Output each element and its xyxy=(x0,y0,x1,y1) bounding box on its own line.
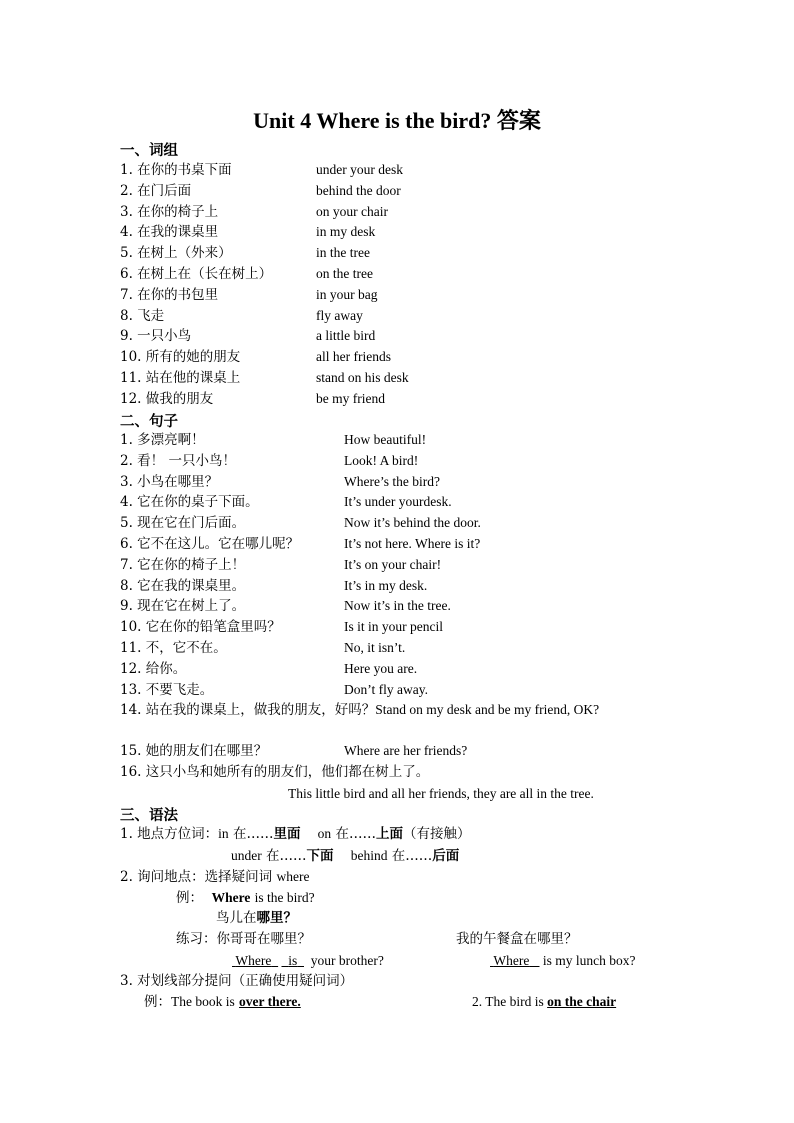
sentence-cn: 9. 现在它在树上了。 xyxy=(120,598,246,615)
section-heading-sentences: 二、句子 xyxy=(120,413,178,430)
sentence-row xyxy=(120,451,419,471)
sentence-cn: 3. 小鸟在哪里？ xyxy=(120,473,219,490)
grammar-point-1 xyxy=(120,824,470,844)
sentence-row xyxy=(120,680,428,700)
sentence-cn: 11. 不，它不在。 xyxy=(120,640,227,656)
answer-1-rest: your brother? xyxy=(310,953,384,968)
answer-1-where: Where xyxy=(235,953,272,968)
word-behind-cn: 在…… xyxy=(391,848,433,864)
phrase-row xyxy=(120,326,376,346)
sentence-cn: 7. 它在你的椅子上！ xyxy=(120,556,246,573)
grammar-3-item-2-text: 2. The bird is xyxy=(472,994,544,1009)
sentence-row xyxy=(120,472,440,492)
grammar-1-label: 1. 地点方位词： xyxy=(120,826,219,842)
word-under-cn-bold: 下面 xyxy=(306,848,334,864)
example-sentence xyxy=(176,888,315,908)
grammar-3-item-2-underlined: on the chair xyxy=(547,994,617,1009)
phrase-en: behind the door xyxy=(316,182,401,198)
page-title: Unit 4 Where is the bird? 答案 xyxy=(253,108,541,133)
sentence-en: How beautiful! xyxy=(344,432,427,447)
phrase-row xyxy=(120,285,378,305)
grammar-3-item-2 xyxy=(472,992,616,1012)
answer-2-where: Where xyxy=(493,953,530,968)
practice-2-question: 我的午餐盒在哪里？ xyxy=(456,931,578,947)
phrase-row xyxy=(120,202,388,222)
grammar-point-2 xyxy=(120,867,309,887)
phrase-en: stand on his desk xyxy=(316,370,409,385)
sentence-en: No, it isn’t. xyxy=(344,640,406,655)
sentence-item-16-cn xyxy=(120,762,429,782)
sentence-cn: 2. 看！ 一只小鸟！ xyxy=(120,452,236,469)
phrase-cn: 2. 在门后面 xyxy=(120,182,192,199)
sentence-en: Look! A bird! xyxy=(344,452,419,468)
example-cn-plain: 鸟儿在 xyxy=(216,910,257,926)
phrase-en: on the tree xyxy=(316,266,373,281)
phrase-en: on your chair xyxy=(316,203,388,219)
answer-2-rest: is my lunch box? xyxy=(542,953,636,968)
phrase-row xyxy=(120,264,373,284)
section-heading-grammar: 三、语法 xyxy=(120,807,178,824)
practice-1-answer xyxy=(232,951,384,971)
sentence-en: Now it’s in the tree. xyxy=(344,598,451,614)
sentence-item-14 xyxy=(120,700,680,720)
phrase-row xyxy=(120,243,370,263)
word-behind: behind xyxy=(350,848,388,863)
answer-1-is: is xyxy=(288,953,298,968)
section-heading-phrases: 一、词组 xyxy=(120,142,178,159)
example-cn xyxy=(216,908,297,928)
sentence-cn: 4. 它在你的桌子下面。 xyxy=(120,494,259,511)
sentence-cn: 6. 它不在这儿。它在哪儿呢？ xyxy=(120,536,300,552)
word-in: in xyxy=(218,826,229,841)
grammar-3-example-text: The book is xyxy=(171,994,235,1009)
sentence-row xyxy=(120,617,443,637)
example-rest: is the bird? xyxy=(254,890,315,905)
word-on-note: （有接触） xyxy=(402,826,471,842)
sentence-row xyxy=(120,638,406,658)
phrase-cn: 12. 做我的朋友 xyxy=(120,390,214,407)
sentence-16-cn: 16. 这只小鸟和她所有的朋友们，他们都在树上了。 xyxy=(120,764,430,780)
phrase-en: all her friends xyxy=(316,349,391,365)
sentence-15-en: Where are her friends? xyxy=(344,743,468,758)
sentence-row xyxy=(120,555,442,575)
sentence-cn: 10. 它在你的铅笔盒里吗？ xyxy=(120,619,281,636)
phrase-cn: 10. 所有的她的朋友 xyxy=(120,349,241,366)
phrase-cn: 5. 在树上（外来） xyxy=(120,245,232,262)
example-label: 例： xyxy=(176,890,203,906)
grammar-3-example-label: 例： xyxy=(144,994,171,1010)
sentence-cn: 1. 多漂亮啊！ xyxy=(120,432,205,448)
sentence-15-cn: 15. 她的朋友们在哪里？ xyxy=(120,743,268,759)
sentence-en: It’s on your chair! xyxy=(344,556,442,572)
phrase-en: in your bag xyxy=(316,286,378,302)
sentence-row xyxy=(120,576,428,596)
phrase-row xyxy=(120,347,391,367)
phrase-row xyxy=(120,160,403,180)
phrase-cn: 8. 飞走 xyxy=(120,307,165,324)
sentence-en: Now it’s behind the door. xyxy=(344,515,481,531)
sentence-cn: 8. 它在我的课桌里。 xyxy=(120,577,246,594)
sentence-en: Don’t fly away. xyxy=(344,681,428,697)
word-in-cn-bold: 里面 xyxy=(273,826,301,842)
phrase-en: a little bird xyxy=(316,328,376,344)
phrase-cn: 6. 在树上在（长在树上） xyxy=(120,266,273,282)
word-where: where xyxy=(276,869,310,884)
example-cn-bold: 哪里？ xyxy=(256,910,297,926)
word-under: under xyxy=(231,848,262,863)
grammar-2-label: 2. 询问地点：选择疑问词 xyxy=(120,869,273,885)
phrase-en: in my desk xyxy=(316,224,376,240)
sentence-en: Is it in your pencil xyxy=(344,619,443,635)
phrase-cn: 11. 站在他的课桌上 xyxy=(120,370,241,386)
word-on-cn: 在…… xyxy=(335,826,376,842)
sentence-row xyxy=(120,596,451,616)
example-where: Where xyxy=(211,890,251,905)
sentence-item-15 xyxy=(120,741,468,761)
practice-1-question: 练习：你哥哥在哪里？ xyxy=(176,931,311,947)
grammar-3-example xyxy=(144,992,301,1012)
phrase-row xyxy=(120,181,401,201)
phrase-en: under your desk xyxy=(316,162,403,177)
grammar-3-example-underlined: over there. xyxy=(239,994,301,1009)
sentence-row xyxy=(120,659,418,679)
practice-2-answer xyxy=(490,951,635,971)
sentence-en: It’s under yourdesk. xyxy=(344,494,452,510)
phrase-cn: 3. 在你的椅子上 xyxy=(120,203,219,220)
word-on-cn-bold: 上面 xyxy=(375,826,403,842)
word-under-cn: 在…… xyxy=(266,848,307,864)
sentence-16-en: This little bird and all her friends, they are all in the tree. xyxy=(288,786,594,801)
sentence-cn: 13. 不要飞走。 xyxy=(120,681,214,698)
sentence-row xyxy=(120,492,452,512)
phrase-row xyxy=(120,389,385,409)
phrase-en: fly away xyxy=(316,307,363,323)
sentence-14-cn: 14. 站在我的课桌上，做我的朋友，好吗？ xyxy=(120,702,376,718)
phrase-row xyxy=(120,222,376,242)
sentence-cn: 12. 给你。 xyxy=(120,660,187,677)
sentence-row xyxy=(120,534,481,554)
word-in-cn: 在…… xyxy=(232,826,274,842)
sentence-en: Here you are. xyxy=(344,660,418,676)
sentence-en: It’s in my desk. xyxy=(344,577,428,593)
sentence-en: It’s not here. Where is it? xyxy=(344,536,481,551)
phrase-en: in the tree xyxy=(316,245,370,261)
sentence-en: Where’s the bird? xyxy=(344,473,440,489)
word-behind-cn-bold: 后面 xyxy=(432,848,460,864)
sentence-row xyxy=(120,430,427,450)
phrase-en: be my friend xyxy=(316,390,385,406)
grammar-point-1-line2 xyxy=(231,846,459,866)
phrase-cn: 4. 在我的课桌里 xyxy=(120,224,219,241)
sentence-14-en: Stand on my desk and be my friend, OK? xyxy=(375,702,600,717)
phrase-cn: 7. 在你的书包里 xyxy=(120,286,219,303)
phrase-row xyxy=(120,306,363,326)
word-on: on xyxy=(317,826,332,841)
grammar-point-3: 3. 对划线部分提问（正确使用疑问词） xyxy=(120,973,354,989)
sentence-row xyxy=(120,513,481,533)
sentence-cn: 5. 现在它在门后面。 xyxy=(120,515,246,532)
phrase-row xyxy=(120,368,409,388)
phrase-cn: 1. 在你的书桌下面 xyxy=(120,162,232,178)
phrase-cn: 9. 一只小鸟 xyxy=(120,328,192,345)
